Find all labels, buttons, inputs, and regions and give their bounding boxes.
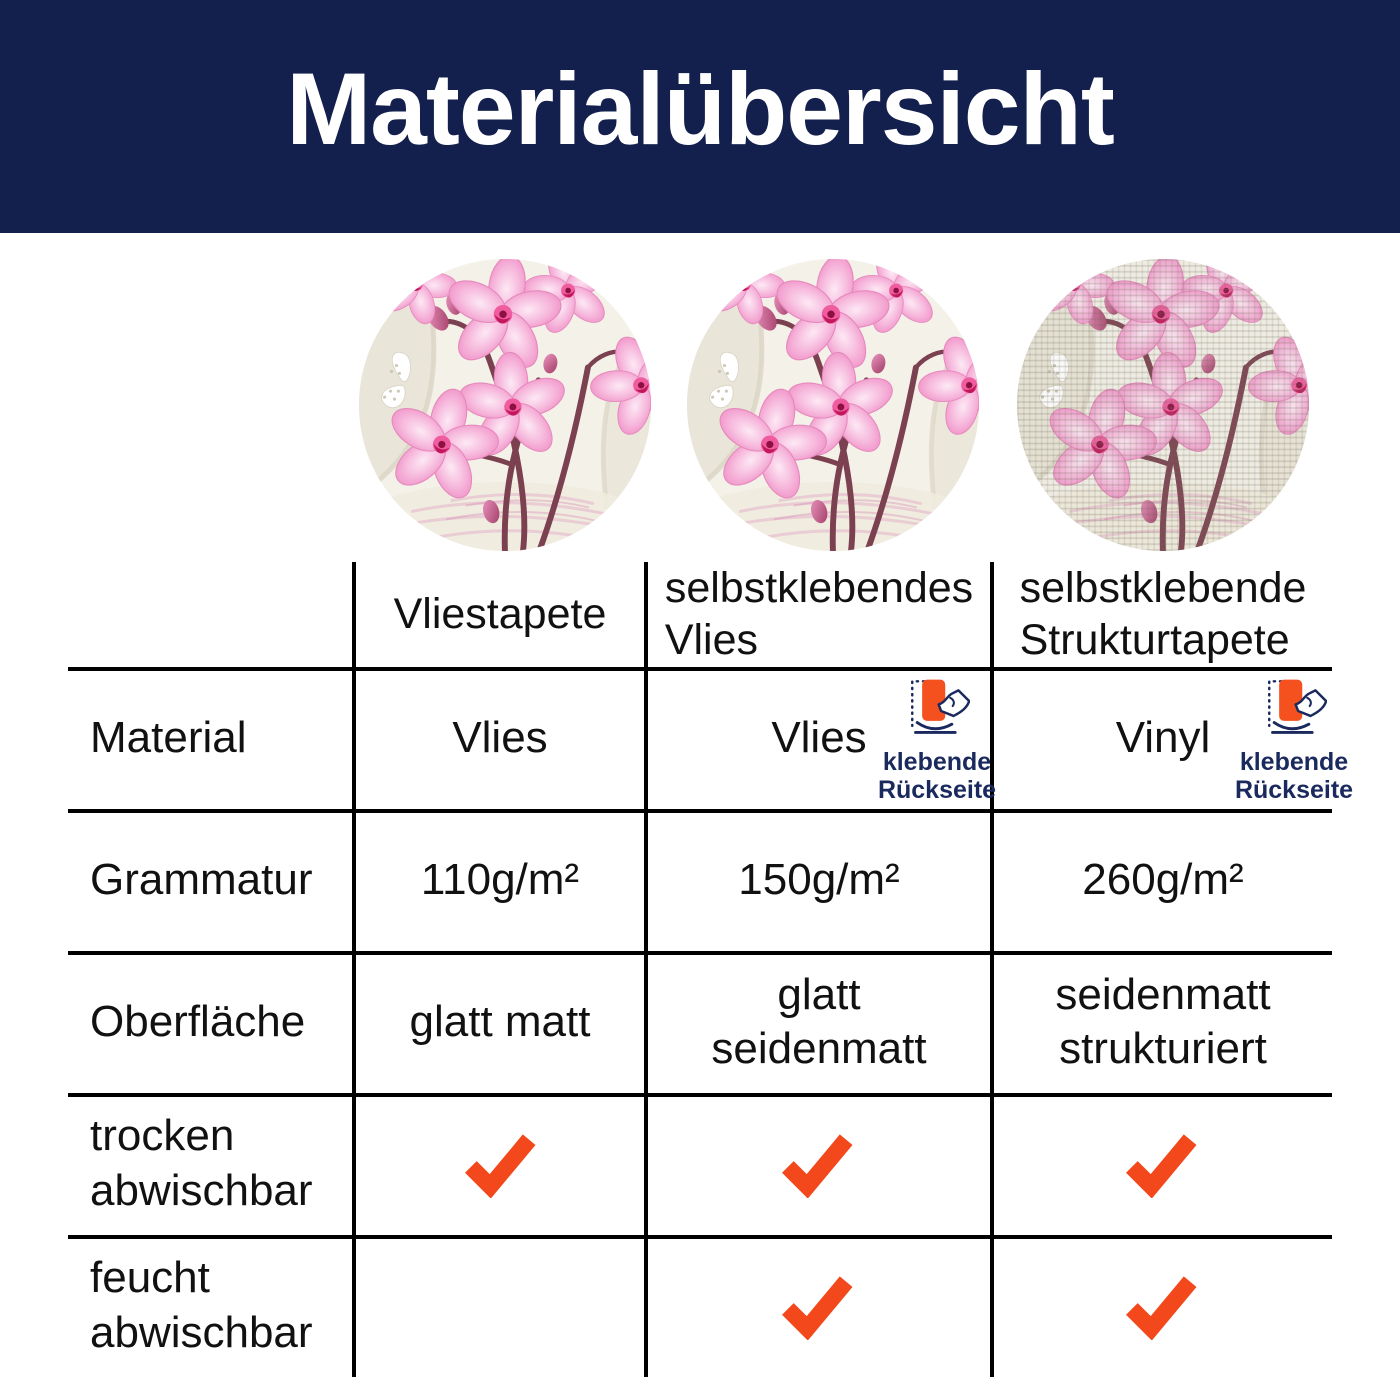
- row-label-material: [90, 667, 352, 809]
- column-header-line: selbstklebendes: [664, 563, 974, 612]
- badge-label: [1235, 748, 1353, 804]
- product-image-vliestapete: [357, 257, 653, 553]
- row-label-oberflaeche: [90, 951, 352, 1093]
- cell-value: 150g/m²: [738, 855, 900, 905]
- orchid-photo: [357, 257, 653, 553]
- cell-value: 260g/m²: [1082, 855, 1244, 905]
- check-icon: [778, 1272, 856, 1340]
- row-label-grammatur: [90, 809, 352, 951]
- adhesive-backside-badge: [877, 676, 997, 804]
- row-label-line: Grammatur: [90, 854, 313, 904]
- column-header-line: Vlies: [664, 615, 759, 664]
- cell-value: seidenmatt: [711, 1024, 927, 1073]
- row-label-line: trocken: [90, 1111, 235, 1161]
- cell-value: glatt matt: [409, 997, 591, 1047]
- cell-value: 110g/m²: [420, 855, 580, 905]
- column-header-line: selbstklebende: [1019, 563, 1307, 612]
- row-label-trocken-abwischbar: [90, 1093, 352, 1235]
- column-header-line: Strukturtapete: [1019, 615, 1290, 664]
- orchid-photo-textured: [1015, 257, 1311, 553]
- row-label-feucht-abwischbar: [90, 1235, 352, 1377]
- column-header-line: Vliestapete: [393, 589, 607, 638]
- column-header-vliestapete: [356, 562, 644, 667]
- header-band: [0, 0, 1400, 233]
- check-icon: [778, 1130, 856, 1198]
- product-image-selbstklebendes-vlies: [685, 257, 981, 553]
- adhesive-backside-badge: [1234, 676, 1354, 804]
- badge-label: [878, 748, 996, 804]
- check-icon: [461, 1130, 539, 1198]
- row-label-line: Oberfläche: [90, 996, 306, 1046]
- check-icon: [1122, 1272, 1200, 1340]
- table-cell-oberflaeche-selbstklebendes-vlies: [648, 951, 990, 1093]
- page-title: Materialübersicht: [286, 52, 1114, 166]
- cell-value: Vinyl: [1115, 713, 1211, 763]
- badge-label-line: Rückseite: [877, 776, 997, 804]
- row-label-line: Material: [90, 712, 247, 762]
- badge-label-line: Rückseite: [1234, 776, 1354, 804]
- badge-label-line: klebende: [882, 748, 992, 776]
- column-header-selbstklebende-strukturtapete: [994, 562, 1332, 667]
- check-icon: [1122, 1130, 1200, 1198]
- table-cell-oberflaeche-strukturtapete: [994, 951, 1332, 1093]
- orchid-photo: [685, 257, 981, 553]
- table-cell-material-vliestapete: [356, 667, 644, 809]
- cell-value: Vlies: [771, 713, 867, 763]
- column-header-selbstklebendes-vlies: [648, 562, 990, 667]
- row-label-line: feucht: [90, 1253, 210, 1303]
- product-image-selbstklebende-strukturtapete: [1015, 257, 1311, 553]
- row-label-line: abwischbar: [90, 1308, 313, 1357]
- cell-value: glatt: [777, 970, 861, 1020]
- table-cell-grammatur-strukturtapete: [994, 809, 1332, 951]
- table-cell-grammatur-vliestapete: [356, 809, 644, 951]
- table-cell-grammatur-selbstklebendes-vlies: [648, 809, 990, 951]
- peel-sticker-icon: [904, 676, 970, 746]
- cell-value: strukturiert: [1059, 1024, 1267, 1073]
- row-label-line: abwischbar: [90, 1166, 313, 1215]
- peel-sticker-icon: [1261, 676, 1327, 746]
- table-cell-oberflaeche-vliestapete: [356, 951, 644, 1093]
- badge-label-line: klebende: [1239, 748, 1349, 776]
- cell-value: Vlies: [452, 713, 548, 763]
- cell-value: seidenmatt: [1055, 970, 1271, 1020]
